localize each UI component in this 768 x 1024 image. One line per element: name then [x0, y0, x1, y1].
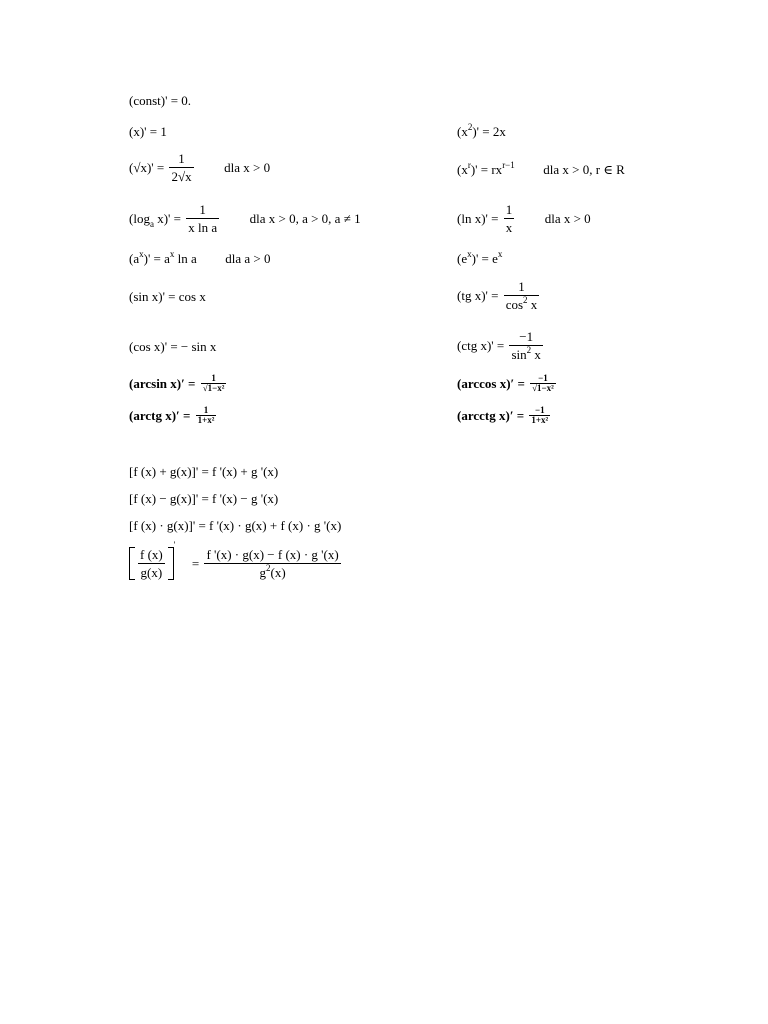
rule-const: (const)' = 0.: [129, 93, 192, 108]
rule-product: [f (x) · g(x)]' = f '(x) · g(x) + f (x) · g '(x): [129, 518, 342, 533]
rule-sin: (sin x)' = cos x: [129, 289, 206, 304]
rule-quotient: $\frac{f (x)}{g(x)}$ ' = $\frac{f '(x) \cdot g(x) - f (x) \cdot g '(x)}{g^2(x)}$: [129, 548, 343, 579]
rule-ex: $(e^x)' = e^x$: [457, 249, 503, 266]
rule-x2: $(x^2)' = 2x$: [457, 122, 506, 139]
quotient-result-fraction: $\frac{f '(x) \cdot g(x) - f (x) \cdot g '(x)}{g^2(x)}$: [206, 547, 339, 580]
log-fraction: $\frac{1}{\text{x ln a}}$: [188, 202, 218, 235]
ln-fraction: $\frac{1}{x}$: [505, 202, 513, 235]
arcctg-fraction: $\frac{-1}{\text{1+x²}}$: [531, 405, 549, 425]
rule-log: ($\log_a$ x)' = $\frac{1}{\text{x ln a}}$ dla x > 0, a > 0, a ≠ 1: [129, 202, 361, 235]
rule-x: (x)' = 1: [129, 124, 167, 139]
rule-arcctg: (arcctg x)′ = $\frac{-1}{\text{1+x²}}$: [457, 405, 549, 425]
rule-arcsin: (arcsin x)′ = $\frac{1}{\text{√1−x²}}$: [129, 373, 225, 393]
rule-ctg: (ctg x)' = $\frac{-1}{\sin^2 x}$: [457, 329, 541, 362]
sqrt-fraction: $\frac{1}{2√x}$: [171, 151, 192, 184]
arctg-fraction: $\frac{1}{\text{1+x²}}$: [197, 405, 215, 425]
rule-arctg: (arctg x)′ = $\frac{1}{\text{1+x²}}$: [129, 405, 215, 425]
arcsin-fraction: $\frac{1}{\text{√1−x²}}$: [202, 373, 225, 393]
ctg-fraction: $\frac{-1}{\sin^2 x}$: [511, 329, 541, 362]
rule-pow: $(x^r)' = rx^{r-1}$ dla x > 0, r ∈ R: [457, 160, 625, 177]
tg-fraction: $\frac{1}{\cos^2 x}$: [505, 279, 538, 312]
rule-diff: [f (x) − g(x)]' = f '(x) − g '(x): [129, 491, 279, 506]
rule-sum: [f (x) + g(x)]' = f '(x) + g '(x): [129, 464, 279, 479]
rule-tg: (tg x)' = $\frac{1}{\cos^2 x}$: [457, 279, 538, 312]
rule-ax: $(a^x)' = a^x$ ln a dla a > 0: [129, 249, 271, 266]
rule-arccos: (arccos x)′ = $\frac{-1}{\text{√1−x²}}$: [457, 373, 554, 393]
rule-sqrt: (√x)' = $\frac{1}{2√x}$ dla x > 0: [129, 151, 271, 184]
quotient-bracket: $\frac{f (x)}{g(x)}$: [129, 548, 174, 579]
rule-ln: (ln x)' = $\frac{1}{x}$ dla x > 0: [457, 202, 591, 235]
rule-cos: (cos x)' = − sin x: [129, 339, 217, 354]
arccos-fraction: $\frac{-1}{\text{√1−x²}}$: [532, 373, 554, 393]
